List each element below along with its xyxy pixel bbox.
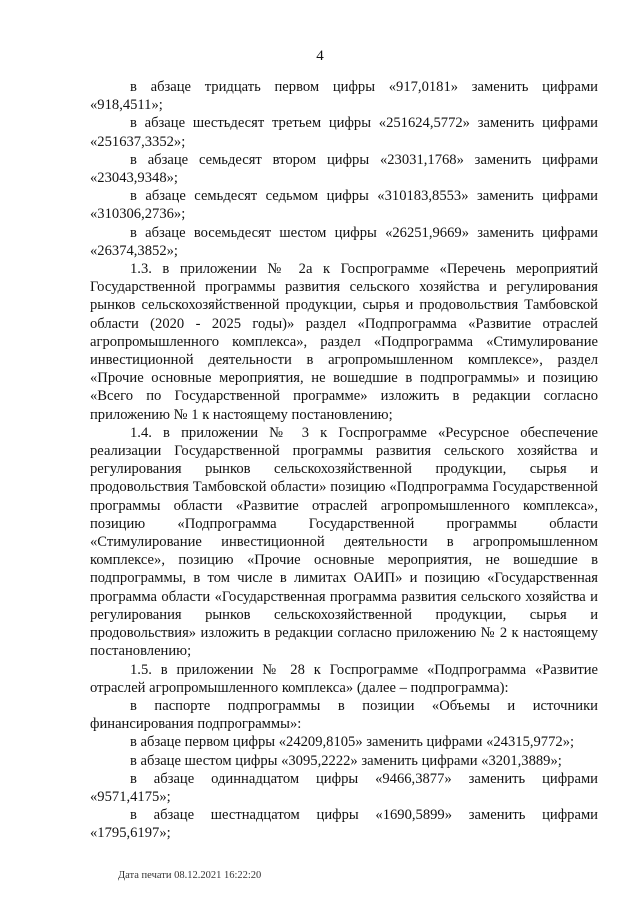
paragraph-section-1-3: 1.3. в приложении № 2а к Госпрограмме «Перечень мероприятий Государственной программы развития сельского хозяйства и регулирования рынков сельскохозяйственной продукции, сырья и продовольствия Тамбовской области (2020 - 2025 годы)» раздел «Подпрограмма «Развитие отраслей агропромышленного комплекса», раздел «Подпрограмма «Стимулирование инвестиционной деятельности в агропромышленном комплексе», раздел «Прочие основные мероприятия, не вошедшие в подпрограммы» и позицию «Всего по Государственной программе» изложить в редакции согласно приложению № 1 к настоящему постановлению; [90, 261, 598, 423]
page-number: 4 [316, 48, 324, 64]
paragraph-item: в абзаце шестом цифры «3095,2222» заменить цифрами «3201,3889»; [130, 752, 562, 769]
paragraph-item: в абзаце тридцать первом цифры «917,0181» заменить цифрами «918,4511»; [90, 79, 598, 114]
paragraph-item: в абзаце восемьдесят шестом цифры «26251,9669» заменить цифрами «26374,3852»; [90, 224, 598, 259]
paragraph-item: в абзаце семьдесят седьмом цифры «310183,8553» заменить цифрами «310306,2736»; [90, 188, 598, 223]
paragraph-item: в абзаце шестнадцатом цифры «1690,5899» заменить цифрами «1795,6197»; [90, 807, 598, 842]
paragraph-item: в паспорте подпрограммы в позиции «Объемы и источники финансирования подпрограммы»: [90, 697, 598, 733]
paragraph-section-1-5: 1.5. в приложении № 28 к Госпрограмме «Подпрограмма «Развитие отраслей агропромышленного комплекса» (далее – подпрограмма): [90, 661, 598, 696]
paragraph-item: в абзаце одиннадцатом цифры «9466,3877» заменить цифрами «9571,4175»; [90, 770, 598, 805]
paragraph-section-1-4: 1.4. в приложении № 3 к Госпрограмме «Ресурсное обеспечение реализации Государственной программы развития сельского хозяйства и регулирования рынков сельскохозяйственной продукции, сырья и продовольствия Тамбовской области» позицию «Подпрограмма Государственной программы области «Развитие отраслей агропромышленного комплекса», позицию «Подпрограмма Государственной программы области «Стимулирование инвестиционной деятельности в агропромышленном комплексе», позицию «Прочие основные мероприятия, не вошедшие в подпрограммы, в том числе в лимитах ОАИП» и позицию «Государственная программа области «Государственная программа развития сельского хозяйства и регулирования рынков сельскохозяйственной продукции, сырья и продовольствия» изложить в редакции согласно приложению № 2 к настоящему постановлению; [90, 424, 598, 660]
paragraph-item: в абзаце семьдесят втором цифры «23031,1768» заменить цифрами «23043,9348»; [90, 151, 598, 187]
print-date-footer: Дата печати 08.12.2021 16:22:20 [118, 870, 262, 881]
paragraph-item: в абзаце первом цифры «24209,8105» заменить цифрами «24315,9772»; [130, 734, 575, 751]
document-body [90, 78, 598, 843]
paragraph-item: в абзаце шестьдесят третьем цифры «251624,5772» заменить цифрами «251637,3352»; [90, 115, 598, 150]
